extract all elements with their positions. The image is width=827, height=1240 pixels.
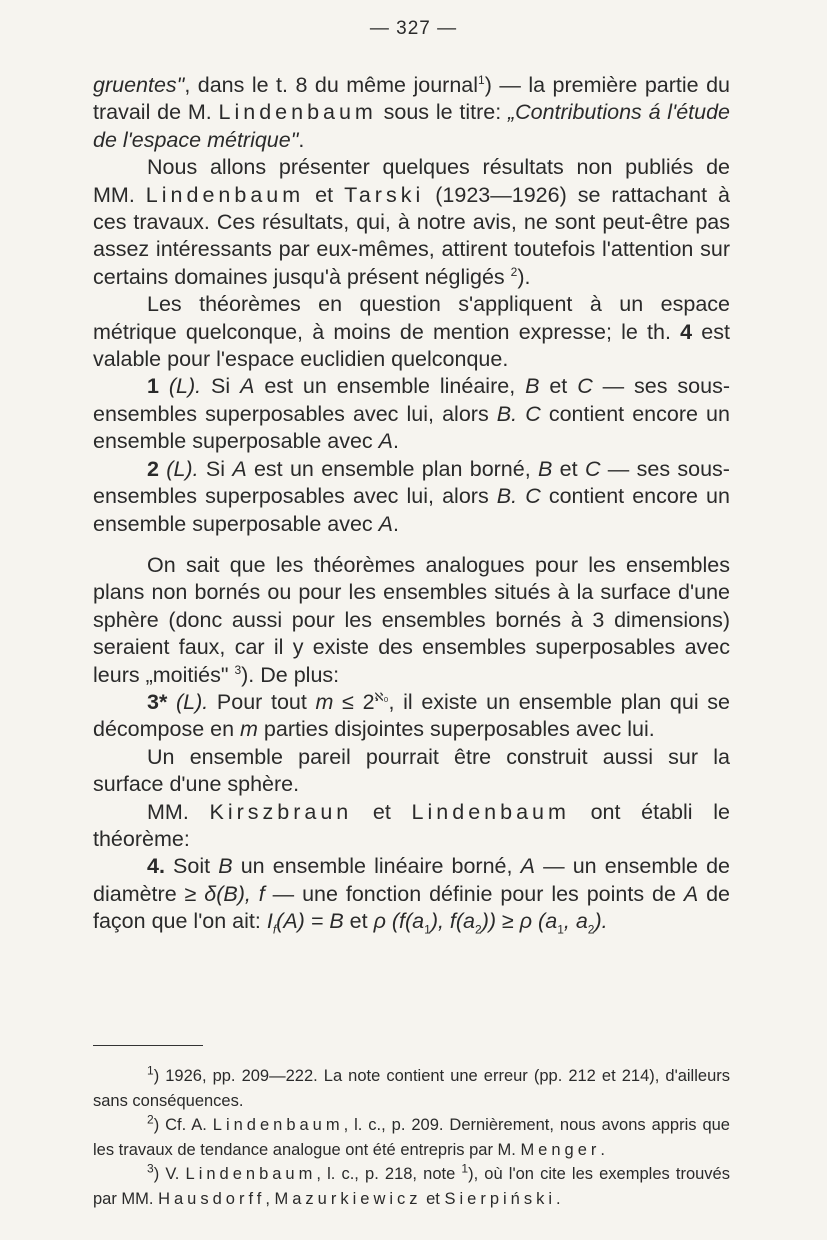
author-name: Tarski [344,182,425,207]
paragraph-4 [93,552,730,689]
math-var: B. C [496,401,541,426]
theorem-number: 4. [147,854,165,879]
theorem-number: 3* [147,689,168,714]
text-fragment: et [552,456,585,481]
author-name: Lindenbaum [411,799,570,824]
text-fragment: est un ensemble linéaire, [254,374,526,399]
math-sup: ℵ₀ [374,689,389,704]
text-fragment: et [343,909,374,934]
math-var: C [584,456,601,481]
text-fragment: est un ensemble plan borné, [246,456,539,481]
footnote-ref: 1 [478,72,485,87]
text-fragment: parties disjointes superposables avec lui. [257,717,655,742]
footnote-mark: 1 [147,1063,154,1078]
text-fragment: contient encore un ensemble superposable avec [93,401,730,454]
text-fragment: ) — la première partie du travail de M. [93,73,730,125]
math-var: A [232,456,247,481]
text-fragment: et [539,374,578,399]
text-fragment: — ses sous-ensembles superposables avec lui, alors [93,374,730,426]
author-name: Lindenbaum [218,100,377,125]
paragraph-2 [93,154,730,291]
theorem-4 [93,853,730,935]
text-fragment: ). De plus: [241,662,340,687]
text-fragment: et [304,182,345,207]
footnote-ref: 3 [234,662,242,677]
text-fragment: MM. [147,799,210,824]
text-fragment: Les théorèmes en question s'appliquent à un espace métrique quelconque, à moins de mention expresse; le th. [93,292,730,344]
math-var: C [577,374,593,399]
paragraph-1 [93,72,730,154]
work-title: „Contributions á l'étude de l'espace métrique" [93,100,730,152]
text-fragment: Si [198,456,233,481]
footnote-divider [93,1045,203,1046]
math-var: B [525,374,540,399]
text-fragment: , il existe un ensemble plan qui se décompose en [93,689,730,742]
text-fragment: — ses sous-ensembles superposables avec lui, alors [93,456,730,509]
text-fragment: . [393,511,399,536]
text-fragment: Soit [164,854,219,879]
math-var: B. C [496,484,541,509]
text-fragment: — une fonction définie pour les points de [264,881,684,906]
theorem-tag: (L). [158,456,199,481]
text-fragment: ) V. [153,1165,186,1183]
paragraph-3 [93,291,730,373]
footnote-mark: 3 [147,1161,154,1176]
author-name: Menger [520,1140,601,1159]
math-expr: ). [594,909,608,934]
text-fragment: . [393,429,399,454]
text-fragment: , [265,1189,275,1208]
author-name: Lindenbaum [185,1165,317,1183]
text-fragment: On sait que les théorèmes analogues pour les ensembles plans non bornés ou pour les ensembles situés à la surface d'une sphère (donc aussi pour les ensembles bornés à 3 dimensions) seraient faux, car il y existe des ensembles superposables avec leurs „moitiés" [93,552,730,687]
text-fragment: ) 1926, pp. 209—222. La note contient une erreur (pp. 212 et 214), d'ailleurs sans conséquences. [93,1067,730,1110]
paragraph-6 [93,799,730,854]
text-fragment: , l. c., p. 209. Dernièrement, nous avons appris que les travaux de tendance analogue ont été entrepris par M. [93,1116,730,1159]
theorem-2 [93,456,730,538]
text-fragment: ) Cf. A. [153,1116,213,1134]
author-name: Mazurkiewicz [274,1189,422,1208]
math-op: ≤ 2 [333,689,375,714]
page-number: — 327 — [369,18,458,39]
footnote-ref: 2 [510,264,518,279]
math-sub: 2 [475,922,482,937]
text-fragment: Nous allons présenter quelques résultats non publiés de MM. [93,155,730,207]
math-var: A [240,374,255,399]
text-fragment: sous le titre: [376,100,508,125]
text-fragment: et [421,1189,445,1208]
text-fragment: . [298,127,305,152]
text-fragment: Pour tout [208,689,316,714]
math-expr: ρ (f(a [373,909,425,934]
theorem-1 [93,373,730,455]
text-fragment: un ensemble linéaire borné, [232,854,521,879]
footnote-mark: 2 [147,1112,154,1127]
text-fragment: . [556,1189,561,1208]
math-var: A [378,429,393,454]
math-var: m [240,717,258,742]
math-sub: 1 [557,922,564,937]
text-fragment: ont établi le théorème: [93,799,730,851]
text-fragment: gruentes" [93,73,185,97]
footnote-3 [93,1162,730,1211]
math-expr: (A) = B [276,909,344,934]
author-name: Lindenbaum [212,1116,344,1134]
math-var: A [520,854,535,879]
math-sub: 2 [587,922,595,937]
theorem-tag: (L). [167,689,209,714]
math-expr: ≥ δ(B), f [184,881,265,906]
main-text [93,72,730,936]
footnote-2 [93,1113,730,1162]
text-fragment: Un ensemble pareil pourrait être construit aussi sur la surface d'une sphère. [93,744,730,797]
text-fragment: et [352,799,412,824]
text-fragment: — un ensemble de diamètre [93,854,730,906]
theorem-number: 2 [147,456,159,481]
math-expr: ), f(a [430,909,476,934]
theorem-tag: (L). [158,374,202,399]
footnote-1 [93,1064,730,1113]
math-expr: , a [563,909,588,934]
text-fragment: contient encore un ensemble superposable avec [93,484,730,536]
math-var: A [683,881,699,906]
text-fragment: , l. c., p. 218, note [316,1165,462,1183]
math-sub: f [272,922,277,937]
math-var: m [315,689,334,714]
math-expr: )) ≥ ρ (a [481,909,558,934]
author-name: Sierpiński [444,1189,557,1208]
author-name: Hausdorff [158,1189,266,1208]
footnote-ref: 1 [461,1161,469,1176]
text-fragment: (1923—1926) se rattachant à ces travaux. Ces résultats, qui, à notre avis, ne sont peut-être pas assez intéressants par eux-mêmes, attirent toutefois l'attention sur certains domaines jusqu'à présent négligés [93,182,730,289]
theorem-ref: 4 [680,319,693,344]
author-name: Lindenbaum [145,182,305,207]
text-fragment: ), où l'on cite les exemples trouvés par MM. [93,1165,730,1208]
theorem-number: 1 [147,374,159,399]
text-fragment: . [600,1140,605,1159]
math-sub: 1 [424,922,431,937]
text-fragment: est valable pour l'espace euclidien quelconque. [93,319,730,372]
text-fragment: ). [517,264,531,289]
math-expr: I [266,909,273,934]
text-fragment: de façon que l'on ait: [93,881,731,934]
math-var: B [538,456,553,481]
text-fragment: Si [201,374,241,399]
theorem-3 [93,689,730,744]
text-fragment: , dans le t. 8 du même journal [184,73,479,97]
paragraph-5 [93,744,730,799]
footnotes [93,1064,730,1211]
math-var: B [218,854,233,879]
author-name: Kirszbraun [209,799,353,824]
math-var: A [378,511,393,536]
